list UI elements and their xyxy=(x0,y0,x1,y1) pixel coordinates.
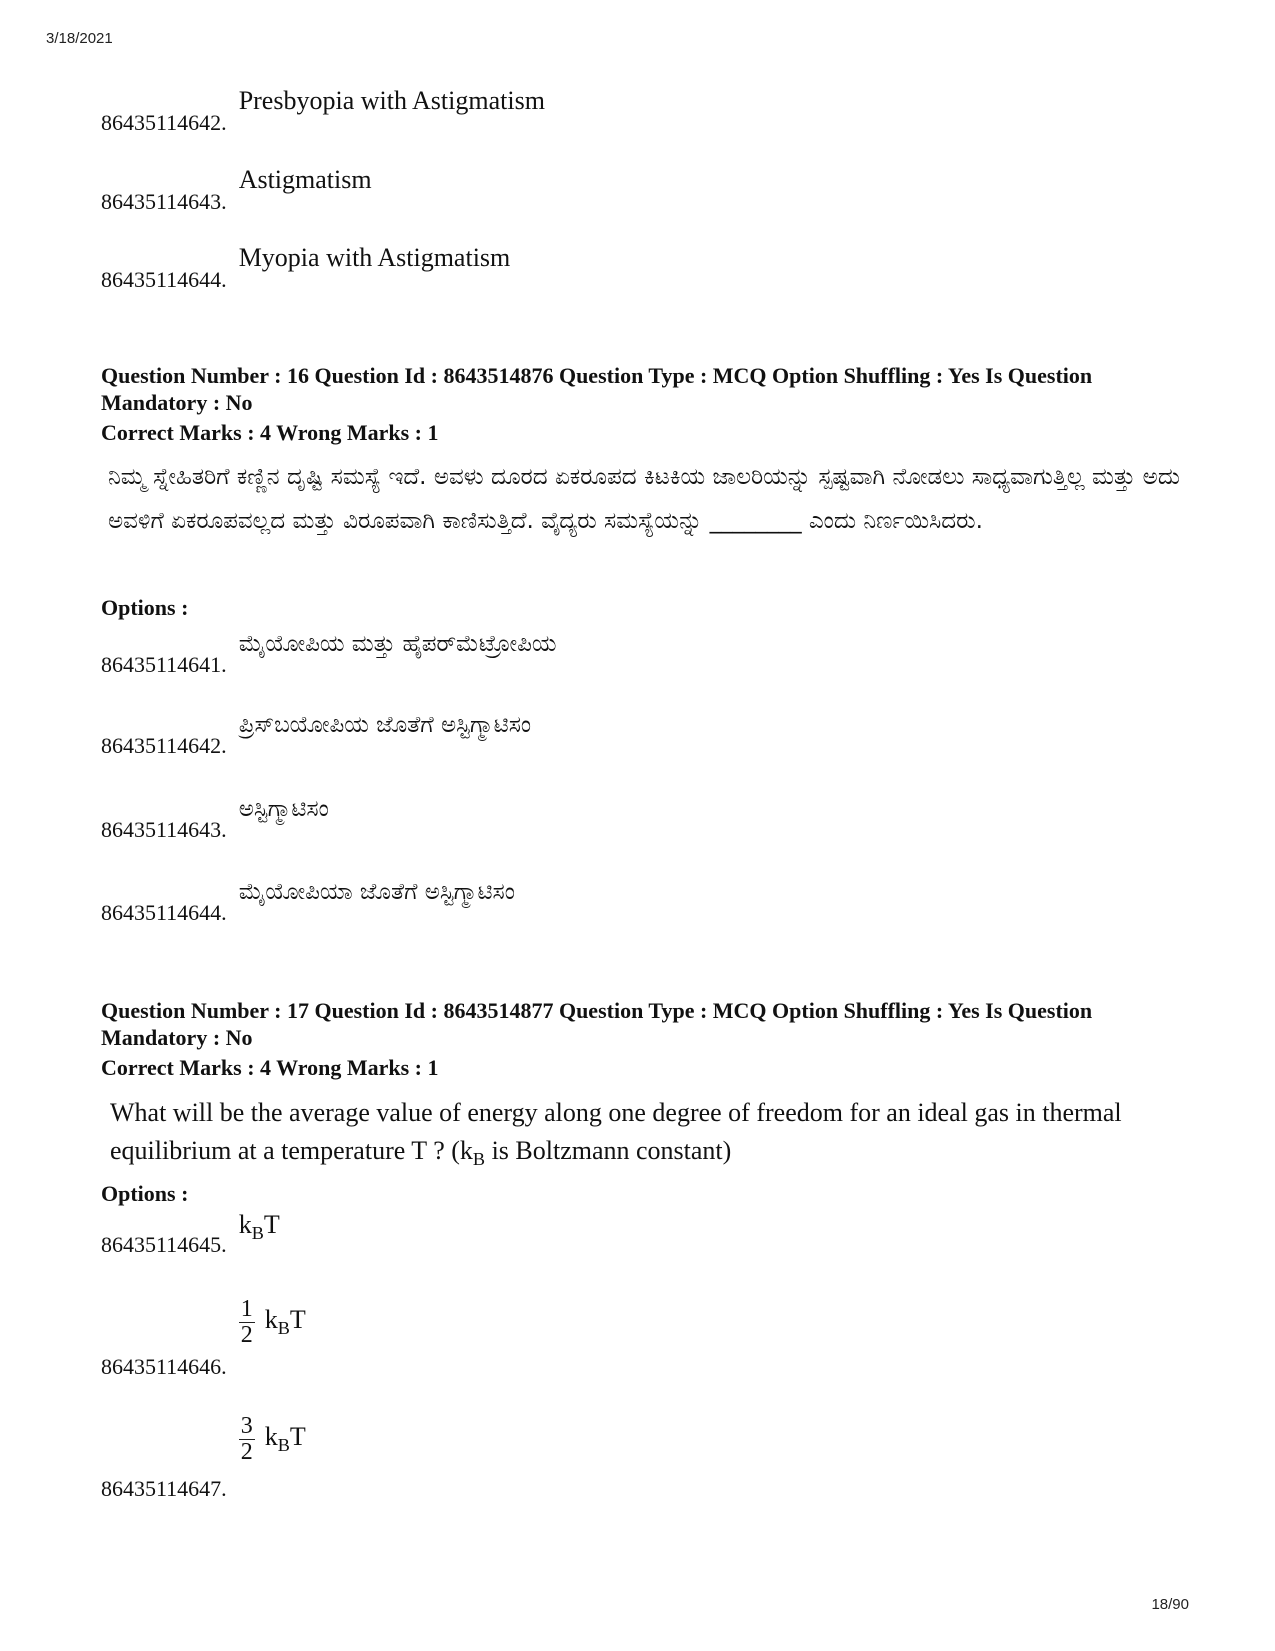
formula-t: T xyxy=(289,1422,306,1452)
option-id: 86435114642. xyxy=(101,733,227,758)
option-formula xyxy=(239,1414,306,1465)
question-text xyxy=(110,1094,1180,1178)
formula-k: k xyxy=(264,1422,278,1452)
option-id: 86435114643. xyxy=(101,817,227,842)
question-text-part: is Boltzmann constant) xyxy=(485,1136,732,1165)
option-item xyxy=(101,165,372,214)
fraction-denominator: 2 xyxy=(240,1438,253,1465)
formula-sub: B xyxy=(251,1223,264,1244)
option-id: 86435114644. xyxy=(101,267,227,292)
option-text: ಅಸ್ಟಿಗ್ಮಾಟಿಸಂ xyxy=(238,796,329,822)
option-item xyxy=(101,243,511,292)
question-header: Question Number : 17 Question Id : 8643514877 Question Type : MCQ Option Shuffling : Yes Is Question Mandatory : No xyxy=(101,998,1093,1050)
fraction xyxy=(239,1414,255,1465)
options-label: Options : xyxy=(101,1181,189,1206)
option-text: Astigmatism xyxy=(238,165,372,194)
option-item xyxy=(101,1412,306,1501)
fraction xyxy=(239,1297,255,1348)
option-id: 86435114643. xyxy=(101,189,227,214)
option-formula xyxy=(239,1297,306,1348)
subscript: B xyxy=(472,1149,486,1170)
option-item xyxy=(101,796,329,842)
option-id: 86435114645. xyxy=(101,1232,227,1258)
formula-t: T xyxy=(263,1210,280,1239)
option-id: 86435114647. xyxy=(101,1476,227,1501)
question-text: ನಿಮ್ಮ ಸ್ನೇಹಿತರಿಗೆ ಕಣ್ಣಿನ ದೃಷ್ಟಿ ಸಮಸ್ಯೆ ಇದೆ. ಅವಳು ದೂರದ ಏಕರೂಪದ ಕಿಟಕಿಯ ಜಾಲರಿಯನ್ನು ಸ್ಪಷ್ಟವಾಗಿ ನೋಡಲು ಸಾಧ್ಯವಾಗುತ್ತಿಲ್ಲ ಮತ್ತು ಅದು ಅವಳಿಗೆ ಏಕರೂಪವಲ್ಲದ ಮತ್ತು ವಿರೂಪವಾಗಿ ಕಾಣಿಸುತ್ತಿದೆ. ವೈದ್ಯರು ಸಮಸ್ಯೆಯನ್ನು ________ ಎಂದು ನಿರ್ಣಯಿಸಿದರು. xyxy=(108,464,1180,534)
option-item xyxy=(101,86,545,135)
option-id: 86435114642. xyxy=(101,110,227,135)
formula-t: T xyxy=(289,1305,306,1335)
option-item xyxy=(101,879,515,925)
option-id: 86435114644. xyxy=(101,900,227,925)
formula-k: k xyxy=(238,1210,252,1239)
option-item xyxy=(101,631,557,677)
option-id: 86435114641. xyxy=(101,652,227,677)
page-number: 18/90 xyxy=(1151,1596,1189,1613)
options-label: Options : xyxy=(101,595,189,620)
option-text: ಮೈಯೋಪಿಯ ಮತ್ತು ಹೈಪರ್‌ಮೆಟ್ರೋಪಿಯ xyxy=(238,631,557,657)
fraction-numerator: 3 xyxy=(240,1412,253,1439)
fraction-numerator: 1 xyxy=(240,1295,253,1322)
question-marks: Correct Marks : 4 Wrong Marks : 1 xyxy=(101,1055,439,1080)
option-item xyxy=(101,1295,306,1379)
option-text: ಪ್ರಿಸ್‌ಬಯೋಪಿಯ ಜೊತೆಗೆ ಅಸ್ಟಿಗ್ಮಾಟಿಸಂ xyxy=(238,712,532,738)
option-formula xyxy=(239,1212,280,1242)
print-date: 3/18/2021 xyxy=(46,30,113,47)
option-text: Myopia with Astigmatism xyxy=(238,243,511,272)
question-header: Question Number : 16 Question Id : 8643514876 Question Type : MCQ Option Shuffling : Yes Is Question Mandatory : No xyxy=(101,363,1093,415)
option-text: ಮೈಯೋಪಿಯಾ ಜೊತೆಗೆ ಅಸ್ಟಿಗ್ಮಾಟಿಸಂ xyxy=(238,879,515,905)
question-text-part: What will be the average value of energy along one degree of freedom for an ideal gas in thermal equilibrium at a temperature T ? (k xyxy=(110,1098,1122,1165)
option-text: Presbyopia with Astigmatism xyxy=(238,86,545,115)
fraction-denominator: 2 xyxy=(240,1321,253,1348)
option-item xyxy=(101,712,532,758)
formula-k: k xyxy=(264,1305,278,1335)
option-item xyxy=(101,1210,280,1258)
question-marks: Correct Marks : 4 Wrong Marks : 1 xyxy=(101,420,439,445)
formula-sub: B xyxy=(277,1435,290,1456)
formula-sub: B xyxy=(277,1318,290,1339)
option-id: 86435114646. xyxy=(101,1354,227,1379)
